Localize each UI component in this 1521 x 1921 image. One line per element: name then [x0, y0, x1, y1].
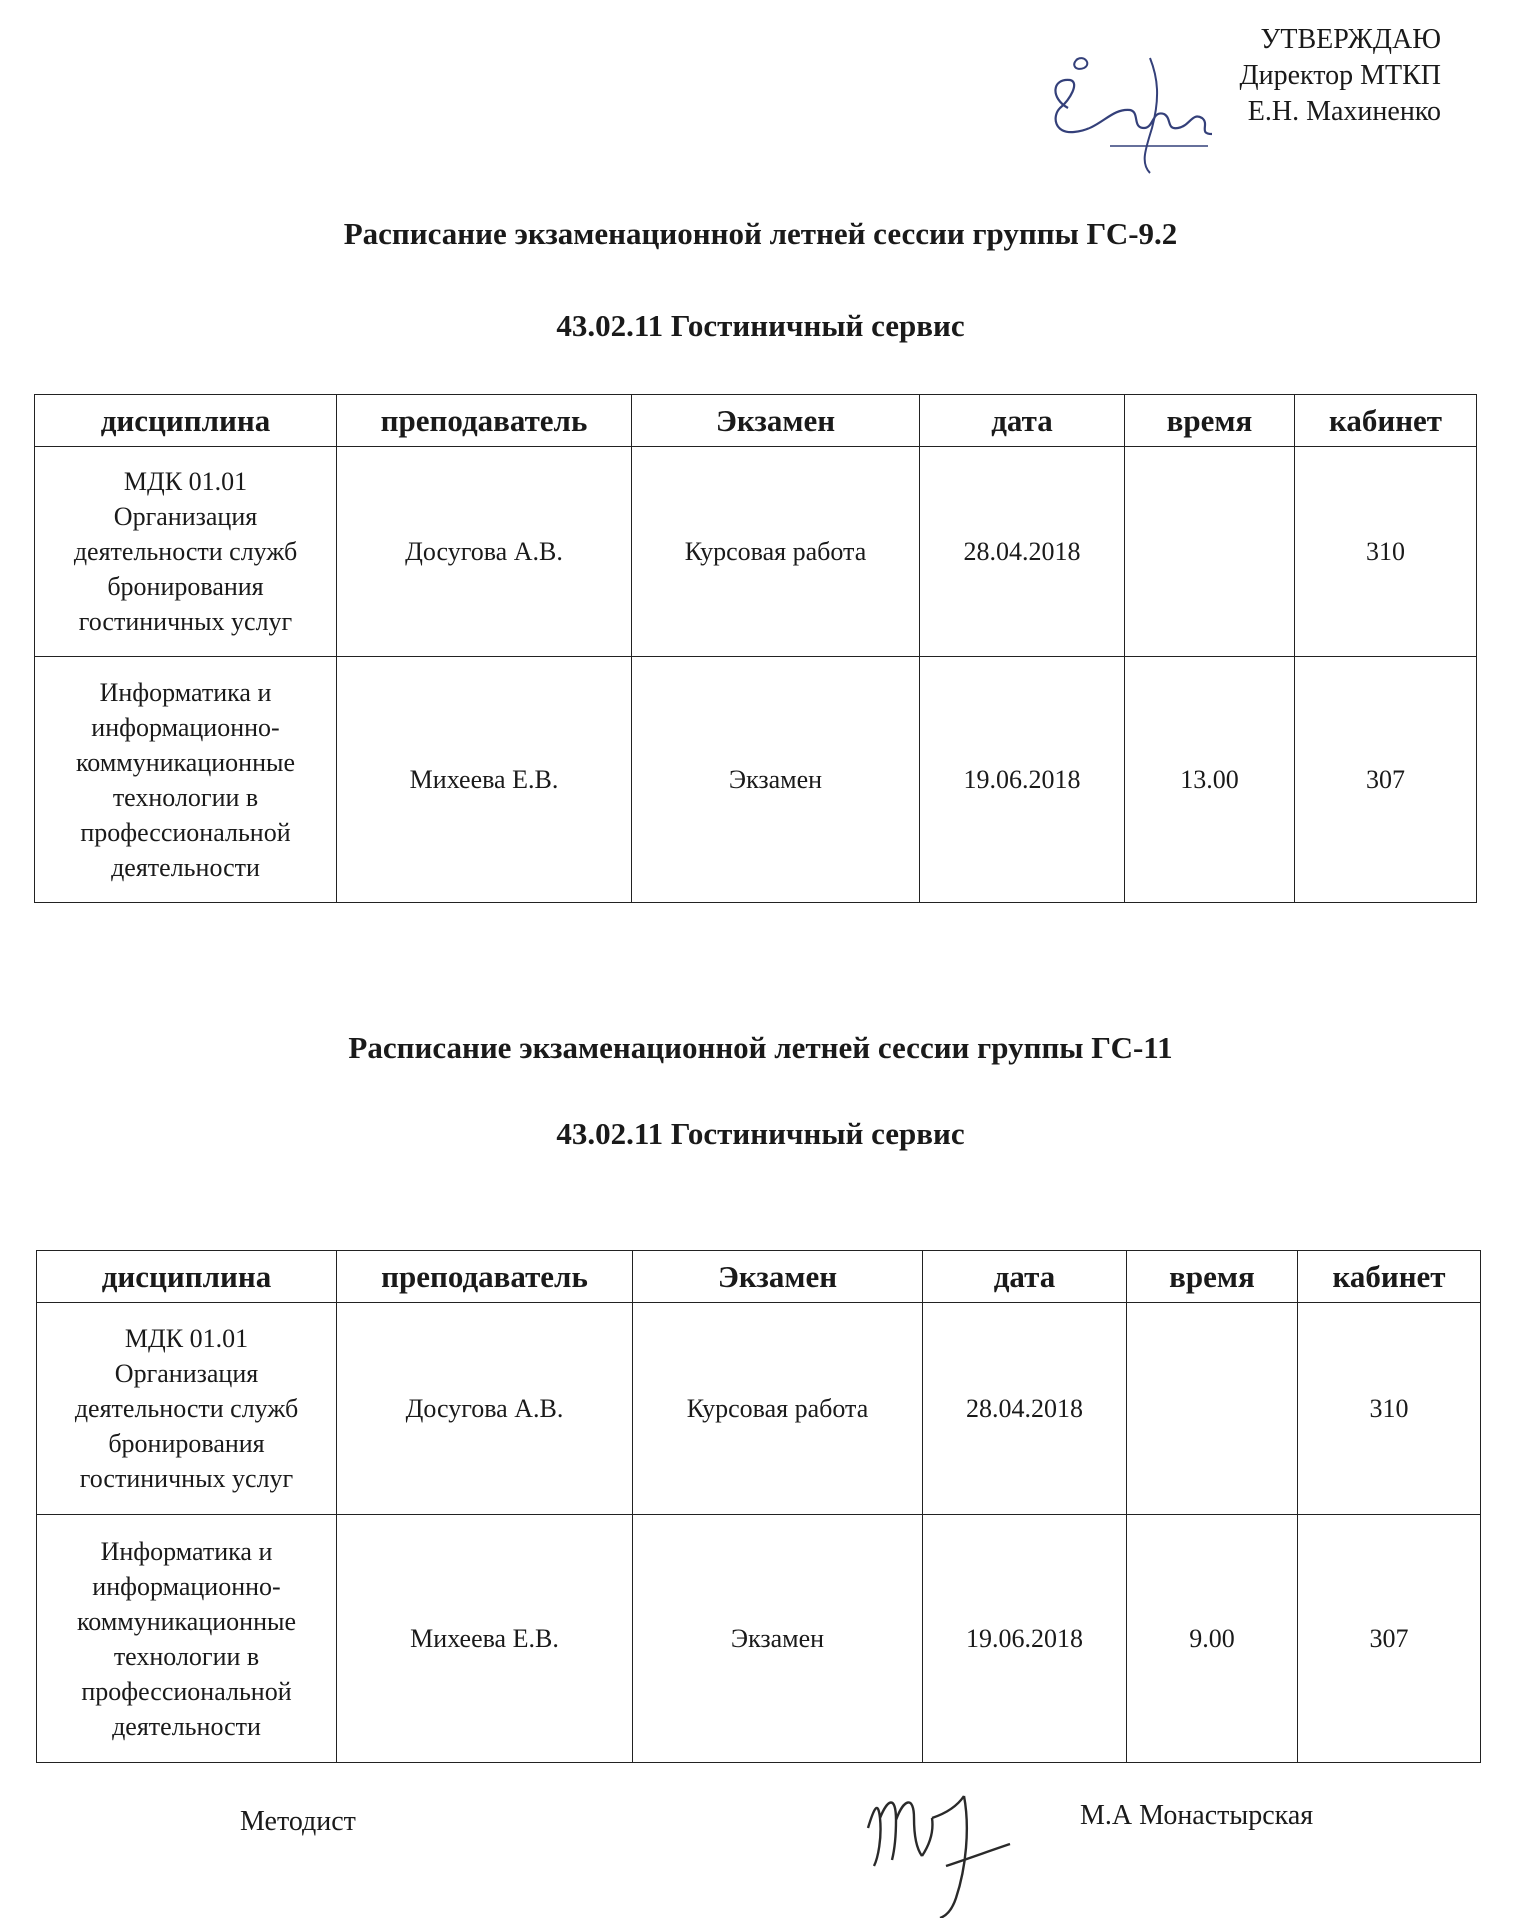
cell-discipline: [35, 657, 337, 903]
discipline-line: МДК 01.01: [124, 1324, 249, 1353]
cell-discipline: [37, 1303, 337, 1515]
discipline-line: Организация: [113, 502, 258, 531]
discipline-line: деятельности: [111, 852, 260, 882]
cell-exam: Экзамен: [633, 1515, 923, 1763]
cell-time: 9.00: [1127, 1515, 1298, 1763]
methodist-signature: [860, 1748, 1030, 1918]
discipline-line: Информатика и: [99, 677, 272, 707]
table-header-row: [37, 1251, 1481, 1303]
header-teacher: преподаватель: [337, 1251, 633, 1303]
header-exam: Экзамен: [633, 1251, 923, 1303]
discipline-line: гостиничных услуг: [79, 1464, 294, 1493]
schedule-table-2: [36, 1250, 1481, 1763]
cell-time: [1127, 1303, 1298, 1515]
header-discipline: дисциплина: [37, 1251, 337, 1303]
approval-block: [1239, 22, 1441, 130]
discipline-line: деятельности служб: [73, 537, 298, 566]
header-time: время: [1127, 1251, 1298, 1303]
cell-discipline: [37, 1515, 337, 1763]
discipline-line: Организация: [114, 1359, 259, 1388]
footer-name: М.А Монастырская: [1080, 1800, 1314, 1831]
discipline-line: бронирования: [108, 1429, 265, 1458]
header-time: время: [1125, 395, 1295, 447]
cell-time: 13.00: [1125, 657, 1295, 903]
cell-discipline: [35, 447, 337, 657]
discipline-line: информационно-: [92, 1571, 281, 1601]
table-row: [37, 1303, 1481, 1515]
cell-time: [1125, 447, 1295, 657]
schedule-title-1: Расписание экзаменационной летней сессии группы ГС-9.2: [343, 216, 1178, 251]
cell-exam: Экзамен: [632, 657, 920, 903]
schedule-subtitle-2: 43.02.11 Гостиничный сервис: [556, 1116, 965, 1151]
table-row: [35, 657, 1477, 903]
discipline-line: технологии в: [112, 782, 259, 812]
discipline-line: коммуникационные: [76, 747, 295, 777]
discipline-line: профессиональной: [80, 817, 291, 847]
discipline-line: бронирования: [107, 572, 264, 601]
discipline-line: профессиональной: [81, 1676, 292, 1706]
approval-name: Е.Н. Махиненко: [1247, 96, 1441, 127]
approval-heading: УТВЕРЖДАЮ: [1260, 24, 1441, 55]
footer-role: Методист: [240, 1806, 356, 1837]
header-room: кабинет: [1295, 395, 1477, 447]
director-signature: [1040, 38, 1230, 178]
cell-date: 28.04.2018: [920, 447, 1125, 657]
cell-date: 28.04.2018: [923, 1303, 1127, 1515]
cell-teacher: Михеева Е.В.: [337, 657, 632, 903]
discipline-line: Информатика и: [100, 1536, 273, 1566]
discipline-line: деятельности: [112, 1711, 261, 1741]
discipline-line: коммуникационные: [77, 1606, 296, 1636]
cell-teacher: Михеева Е.В.: [337, 1515, 633, 1763]
table-header-row: [35, 395, 1477, 447]
table-row: [37, 1515, 1481, 1763]
cell-exam: Курсовая работа: [632, 447, 920, 657]
header-date: дата: [923, 1251, 1127, 1303]
schedule-subtitle-1: 43.02.11 Гостиничный сервис: [556, 308, 965, 343]
header-exam: Экзамен: [632, 395, 920, 447]
cell-teacher: Досугова А.В.: [337, 1303, 633, 1515]
header-discipline: дисциплина: [35, 395, 337, 447]
header-room: кабинет: [1298, 1251, 1481, 1303]
cell-room: 310: [1298, 1303, 1481, 1515]
discipline-line: технологии в: [113, 1641, 260, 1671]
schedule-title-2: Расписание экзаменационной летней сессии группы ГС-11: [348, 1030, 1173, 1065]
cell-exam: Курсовая работа: [633, 1303, 923, 1515]
table-row: [35, 447, 1477, 657]
discipline-line: деятельности служб: [74, 1394, 299, 1423]
cell-room: 307: [1298, 1515, 1481, 1763]
cell-date: 19.06.2018: [920, 657, 1125, 903]
discipline-line: гостиничных услуг: [78, 607, 293, 636]
schedule-table-1: [34, 394, 1477, 903]
discipline-line: информационно-: [91, 712, 280, 742]
discipline-line: МДК 01.01: [123, 467, 248, 496]
cell-date: 19.06.2018: [923, 1515, 1127, 1763]
cell-room: 310: [1295, 447, 1477, 657]
cell-room: 307: [1295, 657, 1477, 903]
approval-position: Директор МТКП: [1239, 60, 1441, 91]
cell-teacher: Досугова А.В.: [337, 447, 632, 657]
header-teacher: преподаватель: [337, 395, 632, 447]
header-date: дата: [920, 395, 1125, 447]
